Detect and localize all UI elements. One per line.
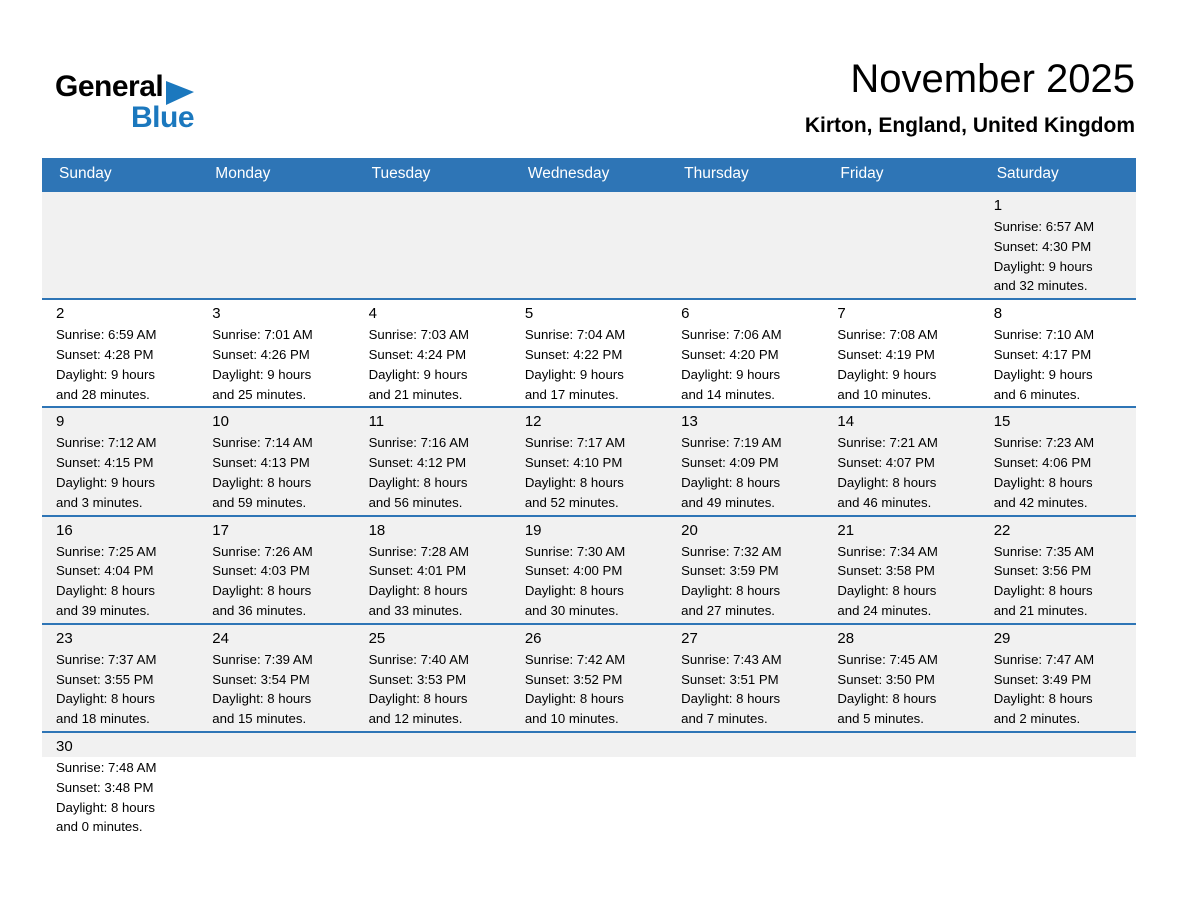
sunrise-text: Sunrise: 7:06 AM [681, 327, 782, 343]
empty-day-cell [823, 732, 979, 844]
daylight-hours-text: Daylight: 9 hours [993, 366, 1093, 382]
daylight-hours-text: Daylight: 8 hours [837, 583, 937, 599]
sunrise-text: Sunrise: 7:14 AM [212, 435, 313, 451]
daylight-hours-text: Daylight: 9 hours [368, 366, 468, 382]
daylight-minutes-text: and 49 minutes. [681, 494, 775, 510]
sunrise-text: Sunrise: 7:26 AM [212, 543, 313, 559]
day-cell [511, 407, 667, 515]
empty-day-cell [355, 732, 511, 844]
daylight-minutes-text: and 21 minutes. [368, 386, 463, 402]
daylight-hours-text: Daylight: 8 hours [212, 474, 312, 490]
daylight-minutes-text: and 56 minutes. [368, 494, 463, 510]
day-cell [667, 624, 823, 732]
day-number: 23 [56, 629, 73, 647]
daylight-minutes-text: and 59 minutes. [212, 494, 307, 510]
daylight-hours-text: Daylight: 8 hours [368, 474, 468, 490]
week-row [42, 624, 1136, 732]
daylight-hours-text: Daylight: 9 hours [993, 258, 1093, 274]
daylight-minutes-text: and 30 minutes. [524, 602, 619, 618]
general-blue-logo [55, 72, 194, 133]
day-number: 29 [993, 629, 1011, 647]
empty-day-cell [198, 732, 354, 844]
daylight-hours-text: Daylight: 8 hours [993, 583, 1093, 599]
daylight-minutes-text: and 32 minutes. [993, 278, 1088, 294]
day-number: 22 [993, 521, 1011, 539]
empty-day-cell [980, 732, 1136, 844]
day-cell [667, 299, 823, 407]
sunset-text: Sunset: 4:19 PM [837, 346, 935, 362]
day-number: 10 [212, 413, 229, 431]
sunset-text: Sunset: 4:15 PM [56, 455, 154, 471]
sunrise-text: Sunrise: 7:10 AM [993, 327, 1095, 343]
daylight-hours-text: Daylight: 8 hours [837, 474, 937, 490]
sunset-text: Sunset: 3:54 PM [212, 671, 310, 687]
daylight-minutes-text: and 52 minutes. [524, 494, 619, 510]
daylight-hours-text: Daylight: 8 hours [681, 474, 781, 490]
daylight-hours-text: Daylight: 9 hours [681, 366, 781, 382]
sunrise-text: Sunrise: 7:21 AM [837, 435, 938, 451]
day-cell [823, 516, 979, 624]
daylight-minutes-text: and 10 minutes. [837, 386, 932, 402]
daylight-hours-text: Daylight: 9 hours [56, 474, 155, 490]
sunset-text: Sunset: 3:51 PM [681, 671, 779, 687]
sunrise-text: Sunrise: 7:19 AM [681, 435, 782, 451]
day-cell [667, 516, 823, 624]
sunset-text: Sunset: 4:04 PM [56, 563, 154, 579]
daylight-hours-text: Daylight: 8 hours [837, 691, 937, 707]
day-cell [355, 516, 511, 624]
day-cell [355, 299, 511, 407]
sunset-text: Sunset: 4:20 PM [681, 346, 779, 362]
sunset-text: Sunset: 4:07 PM [837, 455, 935, 471]
sunrise-text: Sunrise: 7:43 AM [681, 651, 782, 667]
day-cell [42, 407, 198, 515]
daylight-hours-text: Daylight: 8 hours [524, 583, 624, 599]
sunset-text: Sunset: 3:50 PM [837, 671, 935, 687]
sunset-text: Sunset: 3:55 PM [56, 671, 154, 687]
sunrise-text: Sunrise: 6:57 AM [993, 219, 1095, 234]
day-number: 7 [837, 305, 846, 323]
sunset-text: Sunset: 4:00 PM [524, 563, 623, 579]
sunset-text: Sunset: 3:58 PM [837, 563, 935, 579]
day-number: 17 [212, 521, 229, 539]
daylight-hours-text: Daylight: 8 hours [681, 691, 781, 707]
sunset-text: Sunset: 4:10 PM [524, 455, 623, 471]
sunrise-text: Sunrise: 7:16 AM [368, 435, 469, 451]
sunset-text: Sunset: 4:03 PM [212, 563, 310, 579]
sunrise-text: Sunrise: 7:37 AM [56, 651, 157, 667]
day-number: 6 [681, 305, 690, 323]
sunrise-text: Sunrise: 7:17 AM [524, 435, 626, 451]
empty-day-cell [511, 191, 667, 299]
day-cell [823, 407, 979, 515]
sunset-text: Sunset: 4:13 PM [212, 455, 310, 471]
sunset-text: Sunset: 4:17 PM [993, 346, 1092, 362]
day-number: 19 [524, 521, 542, 539]
daylight-minutes-text: and 7 minutes. [681, 711, 768, 727]
daylight-hours-text: Daylight: 8 hours [524, 474, 624, 490]
day-cell [980, 516, 1136, 624]
sunrise-text: Sunrise: 6:59 AM [56, 327, 157, 343]
week-row [42, 732, 1136, 844]
weekday-header-wednesday: Wednesday [511, 158, 667, 191]
daylight-minutes-text: and 21 minutes. [993, 602, 1088, 618]
sunrise-text: Sunrise: 7:30 AM [524, 543, 626, 559]
day-number: 21 [837, 521, 855, 539]
day-number: 14 [837, 413, 855, 431]
day-number: 13 [681, 413, 698, 431]
daylight-hours-text: Daylight: 8 hours [56, 799, 155, 815]
day-cell [198, 516, 354, 624]
day-number: 27 [681, 629, 698, 647]
sunset-text: Sunset: 4:30 PM [993, 238, 1092, 254]
day-number: 9 [56, 413, 65, 431]
sunset-text: Sunset: 3:53 PM [368, 671, 467, 687]
daylight-hours-text: Daylight: 9 hours [56, 366, 155, 382]
day-cell [42, 299, 198, 407]
daylight-hours-text: Daylight: 8 hours [56, 583, 155, 599]
daylight-minutes-text: and 0 minutes. [56, 819, 143, 835]
week-row [42, 516, 1136, 624]
sunrise-text: Sunrise: 7:34 AM [837, 543, 938, 559]
sunrise-text: Sunrise: 7:45 AM [837, 651, 938, 667]
day-number: 24 [212, 629, 229, 647]
day-number: 5 [524, 305, 534, 323]
empty-day-cell [823, 191, 979, 299]
daylight-minutes-text: and 17 minutes. [524, 386, 619, 402]
day-cell [198, 624, 354, 732]
daylight-hours-text: Daylight: 8 hours [56, 691, 155, 707]
daylight-minutes-text: and 36 minutes. [212, 602, 307, 618]
daylight-minutes-text: and 24 minutes. [837, 602, 932, 618]
daylight-minutes-text: and 15 minutes. [212, 711, 307, 727]
day-cell [980, 624, 1136, 732]
daylight-hours-text: Daylight: 8 hours [368, 691, 468, 707]
day-cell [511, 516, 667, 624]
sunrise-text: Sunrise: 7:03 AM [368, 327, 469, 343]
daylight-minutes-text: and 39 minutes. [56, 602, 150, 618]
daylight-minutes-text: and 14 minutes. [681, 386, 775, 402]
sunrise-text: Sunrise: 7:48 AM [56, 759, 157, 775]
day-cell [42, 732, 198, 844]
sunset-text: Sunset: 4:24 PM [368, 346, 467, 362]
day-cell [355, 407, 511, 515]
day-cell [823, 299, 979, 407]
week-row [42, 407, 1136, 515]
day-cell [980, 299, 1136, 407]
empty-day-cell [511, 732, 667, 844]
sunset-text: Sunset: 3:48 PM [56, 779, 154, 795]
calendar-table [42, 158, 1136, 844]
daylight-minutes-text: and 33 minutes. [368, 602, 463, 618]
logo-text-general: General [55, 70, 164, 103]
day-cell [980, 191, 1136, 299]
week-row [42, 299, 1136, 407]
empty-day-cell [42, 191, 198, 299]
weekday-header-sunday: Sunday [42, 158, 198, 191]
daylight-minutes-text: and 46 minutes. [837, 494, 932, 510]
day-number: 2 [56, 305, 65, 323]
empty-day-cell [355, 191, 511, 299]
day-cell [42, 516, 198, 624]
sunset-text: Sunset: 4:22 PM [524, 346, 623, 362]
day-number: 4 [368, 305, 377, 323]
daylight-minutes-text: and 5 minutes. [837, 711, 924, 727]
sunset-text: Sunset: 4:09 PM [681, 455, 779, 471]
daylight-minutes-text: and 10 minutes. [524, 711, 619, 727]
daylight-minutes-text: and 25 minutes. [212, 386, 307, 402]
day-number: 18 [368, 521, 386, 539]
day-cell [511, 299, 667, 407]
daylight-hours-text: Daylight: 9 hours [837, 366, 937, 382]
sunrise-text: Sunrise: 7:35 AM [993, 543, 1095, 559]
weekday-header-row [42, 158, 1136, 191]
day-cell [823, 624, 979, 732]
sunset-text: Sunset: 3:52 PM [524, 671, 623, 687]
weekday-header-saturday: Saturday [980, 158, 1136, 191]
sunrise-text: Sunrise: 7:42 AM [524, 651, 626, 667]
sunrise-text: Sunrise: 7:40 AM [368, 651, 469, 667]
daylight-hours-text: Daylight: 8 hours [993, 691, 1093, 707]
daylight-hours-text: Daylight: 8 hours [212, 691, 312, 707]
day-number: 3 [212, 305, 221, 323]
sunrise-text: Sunrise: 7:32 AM [681, 543, 782, 559]
sunset-text: Sunset: 4:12 PM [368, 455, 467, 471]
daylight-minutes-text: and 27 minutes. [681, 602, 775, 618]
daylight-hours-text: Daylight: 9 hours [524, 366, 624, 382]
day-number: 30 [56, 737, 73, 755]
day-number: 16 [56, 521, 73, 539]
sunrise-text: Sunrise: 7:28 AM [368, 543, 469, 559]
weekday-header-monday: Monday [198, 158, 354, 191]
day-number: 1 [993, 197, 1003, 214]
daylight-minutes-text: and 18 minutes. [56, 711, 150, 727]
day-number: 12 [524, 413, 542, 431]
sunrise-text: Sunrise: 7:12 AM [56, 435, 157, 451]
sunset-text: Sunset: 3:56 PM [993, 563, 1092, 579]
week-row [42, 191, 1136, 299]
daylight-hours-text: Daylight: 8 hours [368, 583, 468, 599]
day-cell [198, 407, 354, 515]
day-cell [198, 299, 354, 407]
day-number: 15 [993, 413, 1011, 431]
sunrise-text: Sunrise: 7:23 AM [993, 435, 1095, 451]
empty-day-cell [667, 732, 823, 844]
day-number: 11 [368, 413, 385, 431]
day-number: 8 [993, 305, 1003, 323]
day-cell [42, 624, 198, 732]
sunrise-text: Sunrise: 7:04 AM [524, 327, 626, 343]
sunrise-text: Sunrise: 7:39 AM [212, 651, 313, 667]
daylight-minutes-text: and 12 minutes. [368, 711, 463, 727]
daylight-hours-text: Daylight: 8 hours [524, 691, 624, 707]
daylight-hours-text: Daylight: 9 hours [212, 366, 312, 382]
sunrise-text: Sunrise: 7:08 AM [837, 327, 938, 343]
day-number: 25 [368, 629, 386, 647]
sunset-text: Sunset: 4:28 PM [56, 346, 154, 362]
sunrise-text: Sunrise: 7:47 AM [993, 651, 1095, 667]
weekday-header-thursday: Thursday [667, 158, 823, 191]
daylight-hours-text: Daylight: 8 hours [993, 474, 1093, 490]
sunrise-text: Sunrise: 7:01 AM [212, 327, 313, 343]
day-cell [355, 624, 511, 732]
daylight-minutes-text: and 6 minutes. [993, 386, 1081, 402]
daylight-hours-text: Daylight: 8 hours [681, 583, 781, 599]
sunset-text: Sunset: 3:59 PM [681, 563, 779, 579]
daylight-minutes-text: and 2 minutes. [993, 711, 1081, 727]
empty-day-cell [667, 191, 823, 299]
weekday-header-tuesday: Tuesday [355, 158, 511, 191]
daylight-minutes-text: and 28 minutes. [56, 386, 150, 402]
day-number: 28 [837, 629, 855, 647]
sunset-text: Sunset: 4:01 PM [368, 563, 467, 579]
page-subtitle: Kirton, England, United Kingdom [804, 114, 1135, 137]
weekday-header-friday: Friday [823, 158, 979, 191]
logo-text-blue: Blue [131, 101, 195, 134]
empty-day-cell [198, 191, 354, 299]
page-title: November 2025 [850, 57, 1135, 101]
daylight-hours-text: Daylight: 8 hours [212, 583, 312, 599]
sunset-text: Sunset: 4:26 PM [212, 346, 310, 362]
day-cell [667, 407, 823, 515]
day-cell [980, 407, 1136, 515]
day-cell [511, 624, 667, 732]
day-number: 20 [681, 521, 698, 539]
daylight-minutes-text: and 3 minutes. [56, 494, 143, 510]
sunset-text: Sunset: 4:06 PM [993, 455, 1092, 471]
daylight-minutes-text: and 42 minutes. [993, 494, 1088, 510]
sunrise-text: Sunrise: 7:25 AM [56, 543, 157, 559]
sunset-text: Sunset: 3:49 PM [993, 671, 1092, 687]
day-number: 26 [524, 629, 542, 647]
